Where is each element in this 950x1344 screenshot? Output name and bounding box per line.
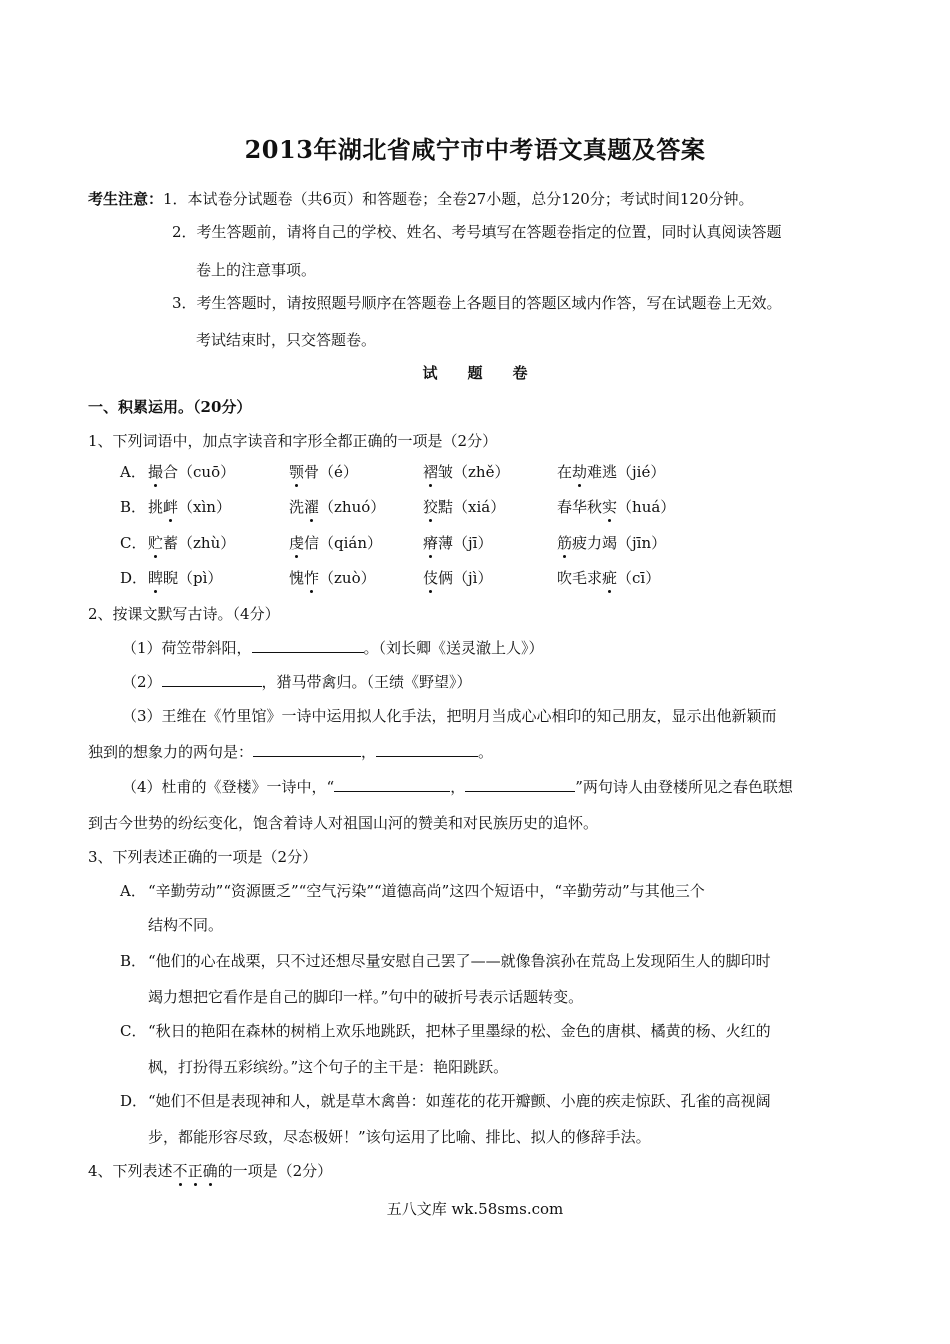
q1-option-d-label: D． (120, 569, 148, 587)
notice-line-1 (88, 188, 753, 209)
q1-option-c-label: C． (120, 534, 147, 552)
notice-item-2a: 2．考生答题前，请将自己的学校、姓名、考号填写在答题卷指定的位置，同时认真阅读答题 (172, 223, 782, 241)
q1-c-word-3: 瘠薄（jī） (423, 534, 493, 552)
q1-c-word-1: 贮蓄（zhù） (148, 534, 236, 552)
page-title: 2013年湖北省咸宁市中考语文真题及答案 (244, 135, 706, 164)
q3-option-c-label: C． (120, 1022, 147, 1040)
q3-option-d-line-1: “她们不但是表现神和人，就是草木禽兽：如莲花的花开瓣颤、小鹿的疾走惊跃、孔雀的高视阔 (148, 1092, 771, 1110)
q3-stem: 3、下列表述正确的一项是（2分） (88, 848, 318, 866)
q1-a-word-2: 颚骨（é） (289, 463, 358, 481)
notice-item-2b: 卷上的注意事项。 (196, 261, 317, 279)
q2-line-1: （1）荷笠带斜阳， 。（刘长卿《送灵澈上人》） (122, 639, 544, 657)
q3-option-b-label: B． (120, 952, 147, 970)
q3-option-d-line-2: 步，都能形容尽致，尽态极妍！”该句运用了比喻、排比、拟人的修辞手法。 (148, 1128, 651, 1146)
q2-line-4b: 到古今世势的纷纭变化，饱含着诗人对祖国山河的赞美和对民族历史的追怀。 (88, 814, 599, 832)
q1-a-word-1: 撮合（cuō） (148, 463, 236, 481)
q2-blank-6[interactable] (465, 777, 575, 792)
q3-option-d-label: D． (120, 1092, 148, 1110)
q1-b-word-3: 狡黠（xiá） (423, 498, 506, 516)
q2-blank-2[interactable] (162, 672, 262, 687)
q1-b-word-1: 挑衅（xìn） (148, 498, 231, 516)
q3-option-b-line-1: “他们的心在战栗，只不过还想尽量安慰自己罢了——就像鲁滨孙在荒岛上发现陌生人的脚印时 (148, 952, 771, 970)
q1-option-a-label: A． (120, 463, 146, 481)
q1-option-b-label: B． (120, 498, 147, 516)
q2-line-3b: 独到的想象力的两句是： ， 。 (88, 743, 494, 761)
q3-option-a-line-1: “辛勤劳动”“资源匮乏”“空气污染”“道德高尚”这四个短语中，“辛勤劳动”与其他三个 (148, 882, 705, 900)
notice-label: 考生注意： (88, 190, 164, 208)
q2-line-3a: （3）王维在《竹里馆》一诗中运用拟人化手法，把明月当成心心相印的知己朋友，显示出他新颖而 (122, 707, 777, 725)
q1-c-word-2: 虔信（qián） (289, 534, 383, 552)
q3-option-a-label: A． (120, 882, 146, 900)
q1-d-word-2: 愧怍（zuò） (289, 569, 376, 587)
notice-item-3a: 3．考生答题时，请按照题号顺序在答题卷上各题目的答题区域内作答，写在试题卷上无效。 (172, 294, 782, 312)
q1-b-word-2: 洗濯（zhuó） (289, 498, 386, 516)
q1-a-word-4: 在劫难逃（jié） (557, 463, 666, 481)
q3-option-b-line-2: 竭力想把它看作是自己的脚印一样。”句中的破折号表示话题转变。 (148, 988, 584, 1006)
q1-d-word-4: 吹毛求疵（cī） (557, 569, 661, 587)
q1-d-word-1: 睥睨（pì） (148, 569, 223, 587)
q2-blank-4[interactable] (376, 742, 478, 757)
page-footer: 五八文库 wk.58sms.com (386, 1200, 564, 1218)
q1-a-word-3: 褶皱（zhě） (423, 463, 510, 481)
q3-option-c-line-2: 枫，打扮得五彩缤纷。”这个句子的主干是：艳阳跳跃。 (148, 1058, 509, 1076)
q2-blank-3[interactable] (253, 742, 361, 757)
q2-stem: 2、按课文默写古诗。（4分） (88, 605, 280, 623)
notice-item-1: 1．本试卷分试题卷（共6页）和答题卷；全卷27小题，总分120分；考试时间120分钟。 (163, 190, 754, 208)
notice-item-3b: 考试结束时，只交答题卷。 (196, 331, 377, 349)
q2-blank-5[interactable] (334, 777, 450, 792)
q3-option-c-line-1: “秋日的艳阳在森林的树梢上欢乐地跳跃，把林子里墨绿的松、金色的唐棋、橘黄的杨、火红的 (148, 1022, 771, 1040)
q1-c-word-4: 筋疲力竭（jīn） (557, 534, 667, 552)
part-one-heading: 一、积累运用。（20分） (88, 398, 252, 416)
q2-line-4a: （4）杜甫的《登楼》一诗中，“ ， ”两句诗人由登楼所见之春色联想 (122, 778, 793, 796)
q3-option-a-line-2: 结构不同。 (148, 916, 224, 934)
q2-blank-1[interactable] (252, 638, 364, 653)
q2-line-2: （2） ，猎马带禽归。（王绩《野望》） (122, 673, 472, 691)
q1-stem: 1、下列词语中，加点字读音和字形全都正确的一项是（2分） (88, 432, 498, 450)
q1-b-word-4: 春华秋实（huá） (557, 498, 676, 516)
q1-d-word-3: 伎俩（jì） (423, 569, 493, 587)
q4-stem: 4、下列表述不正确的一项是（2分） (88, 1162, 333, 1180)
section-title: 试 题 卷 (422, 364, 528, 382)
